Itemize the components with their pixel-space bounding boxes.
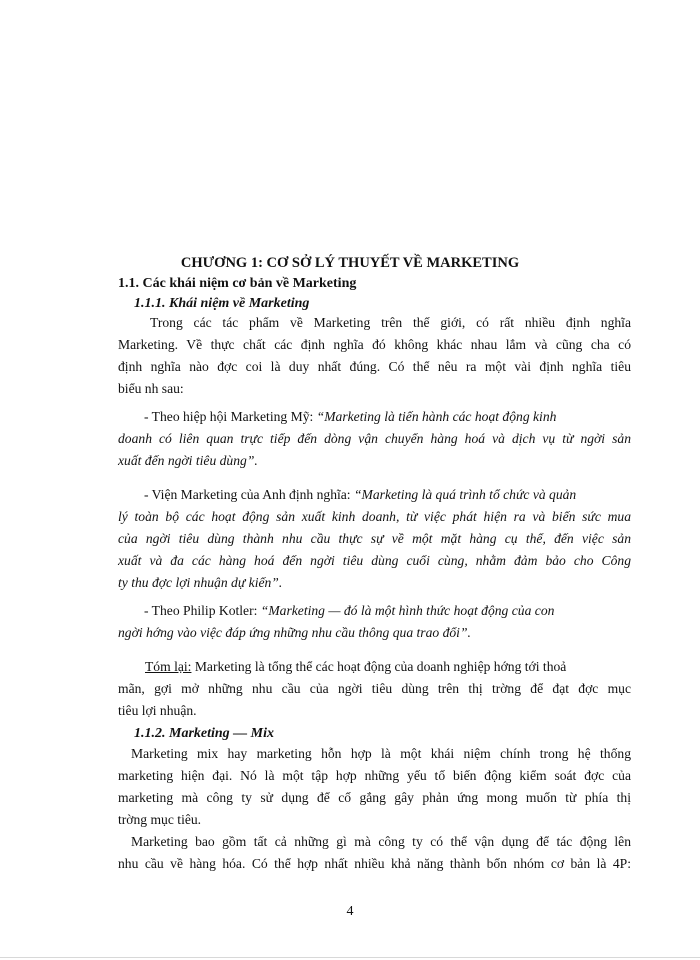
- paragraph-line: Marketing. Về thực chất các định nghĩa đó không khác nhau lắm và cũng cha có: [118, 337, 631, 352]
- definition-quote-line: xuất và đa các hàng hoá đến ngời tiêu dùng cuối cùng, nhằm đảm bảo cho Công: [118, 553, 631, 568]
- subsection-heading-1-1-1: 1.1.1. Khái niệm về Marketing: [134, 296, 310, 311]
- paragraph-line: marketing hiện đại. Nó là một tập hợp những yếu tố biến động kiểm soát đợc của: [118, 768, 631, 783]
- definition-lead: - Viện Marketing của Anh định nghĩa:: [144, 487, 354, 502]
- summary-line: mãn, gợi mở những nhu cầu của ngời tiêu dùng trên thị trờng để đạt đợc mục: [118, 681, 631, 696]
- definition-line: [144, 487, 576, 503]
- summary-line: [145, 659, 566, 675]
- page-number: 4: [346, 904, 354, 919]
- definition-quote-line: ngời hớng vào việc đáp ứng những nhu cầu thông qua trao đổi”.: [118, 625, 471, 640]
- definition-quote: “Marketing là quá trình tổ chức và quản: [353, 487, 577, 502]
- paragraph-line: trờng mục tiêu.: [118, 812, 202, 827]
- paragraph-line: định nghĩa nào đợc coi là duy nhất đúng. Có thể nêu ra một vài định nghĩa tiêu: [118, 359, 631, 374]
- definition-lead: - Theo hiệp hội Marketing Mỹ:: [144, 409, 317, 424]
- paragraph-line: biểu nh sau:: [118, 381, 184, 396]
- definition-quote: “Marketing là tiến hành các hoạt động kinh: [316, 409, 557, 424]
- summary-label: Tóm lại:: [145, 659, 192, 674]
- subsection-heading-1-1-2: 1.1.2. Marketing — Mix: [134, 726, 275, 741]
- definition-line: [144, 603, 554, 619]
- paragraph-line: marketing mà công ty sử dụng để cố gắng gây phản ứng mong muốn từ phía thị: [118, 790, 631, 805]
- paragraph-line: Trong các tác phẩm về Marketing trên thế giới, có rất nhiều định nghĩa: [150, 315, 631, 330]
- summary-line: tiêu lợi nhuận.: [118, 703, 197, 718]
- paragraph-line: nhu cầu về hàng hóa. Có thể hợp nhất nhiều khả năng thành bốn nhóm cơ bản là 4P:: [118, 856, 631, 871]
- paragraph-line: Marketing mix hay marketing hỗn hợp là một khái niệm chính trong hệ thống: [131, 746, 631, 761]
- paragraph-line: Marketing bao gồm tất cả những gì mà công ty có thể vận dụng để tác động lên: [131, 834, 631, 849]
- definition-lead: - Theo Philip Kotler:: [144, 603, 261, 618]
- chapter-title: CHƯƠNG 1: CƠ SỞ LÝ THUYẾT VỀ MARKETING: [180, 255, 520, 271]
- definition-quote: “Marketing — đó là một hình thức hoạt động của con: [260, 603, 555, 618]
- definition-quote-line: doanh có liên quan trực tiếp đến dòng vận chuyển hàng hoá và dịch vụ từ ngời sản: [118, 431, 631, 446]
- definition-line: [144, 409, 556, 425]
- definition-quote-line: xuất đến ngời tiêu dùng”.: [118, 453, 258, 468]
- definition-quote-line: của ngời tiêu dùng thành nhu cầu thực sự về một mặt hàng cụ thể, đến việc sản: [118, 531, 631, 546]
- section-heading-1-1: 1.1. Các khái niệm cơ bản về Marketing: [118, 276, 357, 291]
- definition-quote-line: lý toàn bộ các hoạt động sản xuất kinh doanh, từ việc phát hiện ra và biến sức mua: [118, 509, 631, 524]
- definition-quote-line: ty thu đợc lợi nhuận dự kiến”.: [118, 575, 283, 590]
- page-bottom-edge: [0, 957, 700, 958]
- summary-text: Marketing là tổng thể các hoạt động của doanh nghiệp hớng tới thoả: [191, 659, 567, 674]
